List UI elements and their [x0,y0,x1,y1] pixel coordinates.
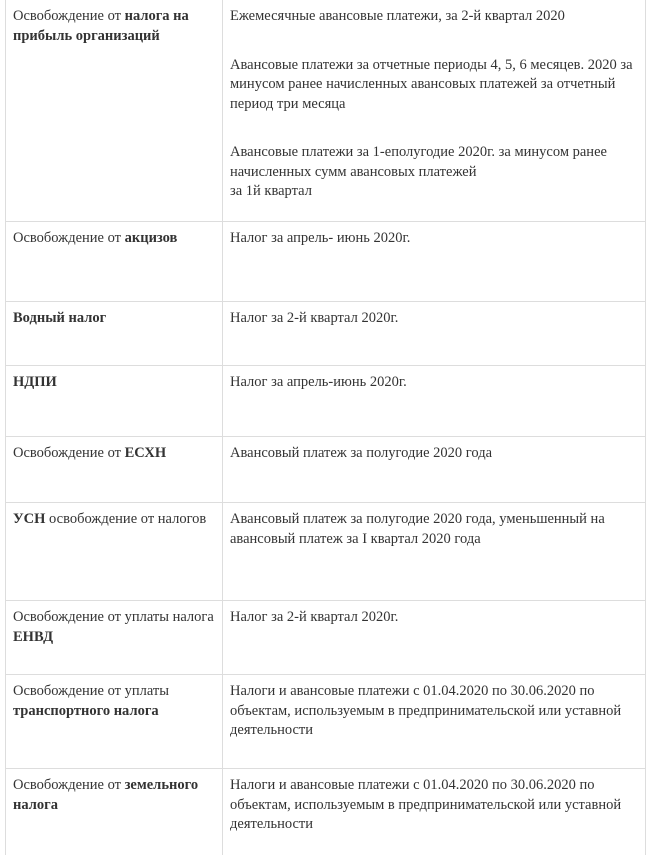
period-text: Налог за апрель- июнь 2020г. [230,230,411,246]
tax-name-prefix: Освобождение от [13,230,125,246]
period-text: Ежемесячные авансовые платежи, за 2-й квартал 2020 [230,8,565,24]
table-row [6,675,645,769]
table-cell-period [223,302,645,365]
tax-name [13,682,215,721]
table-cell-period [223,366,645,436]
tax-name-bold: ЕНВД [13,628,54,645]
table-row [6,366,645,437]
table-row [6,437,645,503]
tax-name-prefix: Освобождение от [13,445,125,461]
tax-name-bold: НДПИ [13,374,57,390]
table-row [6,222,645,302]
tax-name-prefix: Освобождение от уплаты [13,683,169,699]
tax-relief-table [5,0,646,855]
table-row [6,0,645,222]
tax-name-suffix: освобождение от налогов [45,511,207,527]
table-cell-period [223,0,645,221]
table-cell-tax [6,437,223,502]
period-text: Авансовый платеж за полугодие 2020 года [230,445,493,461]
table-row [6,503,645,601]
tax-name-bold: Водный налог [13,310,107,326]
tax-name-bold: транспортного налога [13,702,159,719]
tax-name-prefix: Освобождение от уплаты налога [13,609,214,625]
period-text: Налог за 2-й квартал 2020г. [230,609,399,625]
period-text: Налог за 2-й квартал 2020г. [230,310,399,326]
tax-name-bold: ЕСХН [124,445,167,461]
table-cell-period [223,503,645,600]
table-row [6,302,645,366]
tax-name-bold: УСН [13,511,46,527]
tax-name [13,309,215,329]
tax-name-bold: акцизов [124,230,178,246]
table-cell-period [223,675,645,768]
tax-name [13,776,215,815]
tax-name [13,7,215,46]
table-cell-tax [6,503,223,600]
table-cell-period [223,437,645,502]
table-cell-tax [6,222,223,301]
tax-name-bold: земельного налога [13,777,199,813]
period-text: Налог за апрель-июнь 2020г. [230,374,407,390]
tax-name-prefix: Освобождение от [13,777,125,793]
table-cell-tax [6,0,223,221]
tax-name [13,608,215,647]
table-cell-tax [6,601,223,674]
period-text: Налоги и авансовые платежи с 01.04.2020 по 30.06.2020 по объектам, используемым в предпринимательской или уставной деятельности [230,683,622,738]
table-row [6,601,645,675]
tax-name [13,444,215,464]
tax-name-bold: налога на прибыль организаций [13,8,189,44]
table-cell-tax [6,675,223,768]
period-text: Авансовый платеж за полугодие 2020 года, уменьшенный на авансовый платеж за I квартал 2020 года [230,511,605,547]
tax-name [13,373,215,393]
period-text: Авансовые платежи за отчетные периоды 4, 5, 6 месяцев. 2020 за минусом ранее начисленных авансовых платежей за отчетный период три месяца [230,56,633,112]
period-text: Авансовые платежи за 1-еполугодие 2020г. за минусом ранее начисленных сумм авансовых платежей [230,144,607,180]
tax-name [13,229,215,249]
table-cell-tax [6,302,223,365]
table-row [6,769,645,855]
table-cell-period [223,769,645,855]
tax-name [13,510,215,530]
period-text: Налоги и авансовые платежи с 01.04.2020 по 30.06.2020 по объектам, используемым в предпринимательской или уставной деятельности [230,777,622,832]
table-cell-period [223,601,645,674]
period-text: за 1й квартал [230,183,312,199]
tax-name-prefix: Освобождение от [13,8,125,24]
table-cell-tax [6,366,223,436]
table-cell-tax [6,769,223,855]
table-cell-period [223,222,645,301]
